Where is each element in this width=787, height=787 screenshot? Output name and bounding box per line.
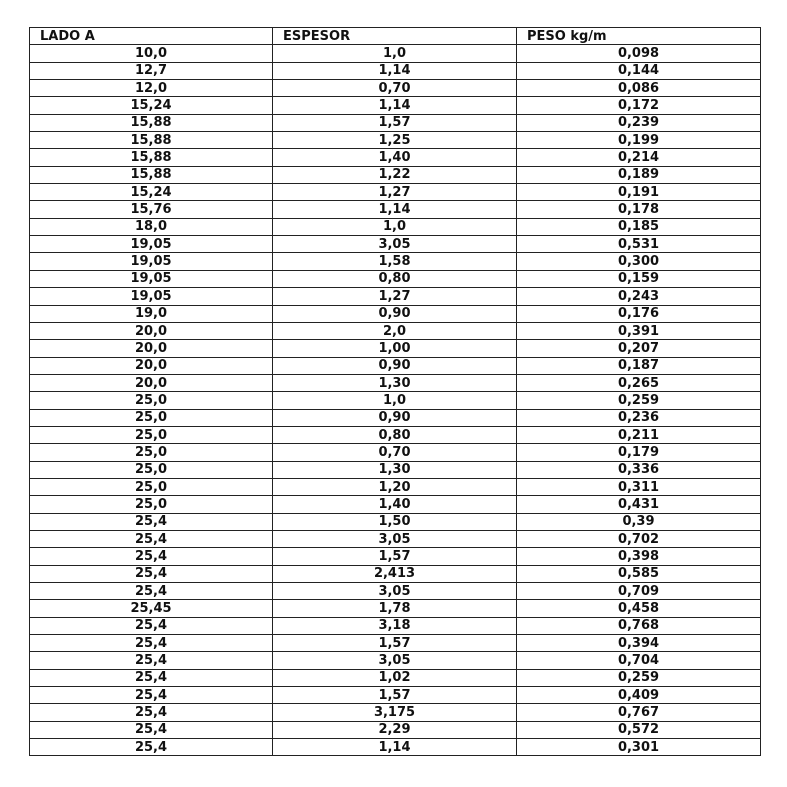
cell-peso: 0,207 <box>517 340 761 357</box>
cell-espesor: 3,05 <box>273 652 517 669</box>
cell-peso: 0,265 <box>517 374 761 391</box>
table-row <box>30 652 761 669</box>
cell-peso: 0,239 <box>517 114 761 131</box>
cell-lado-a: 25,0 <box>30 426 273 443</box>
cell-lado-a: 12,0 <box>30 80 273 97</box>
cell-lado-a: 25,0 <box>30 461 273 478</box>
cell-peso: 0,199 <box>517 132 761 149</box>
cell-peso: 0,086 <box>517 80 761 97</box>
cell-peso: 0,214 <box>517 149 761 166</box>
cell-peso: 0,259 <box>517 669 761 686</box>
cell-lado-a: 19,05 <box>30 253 273 270</box>
cell-espesor: 1,0 <box>273 218 517 235</box>
cell-lado-a: 25,4 <box>30 513 273 530</box>
cell-peso: 0,098 <box>517 45 761 62</box>
cell-peso: 0,572 <box>517 721 761 738</box>
cell-lado-a: 25,4 <box>30 652 273 669</box>
cell-peso: 0,187 <box>517 357 761 374</box>
cell-espesor: 1,40 <box>273 496 517 513</box>
table-row <box>30 583 761 600</box>
cell-espesor: 1,14 <box>273 62 517 79</box>
cell-lado-a: 25,4 <box>30 548 273 565</box>
cell-peso: 0,185 <box>517 218 761 235</box>
cell-lado-a: 20,0 <box>30 322 273 339</box>
cell-lado-a: 15,24 <box>30 184 273 201</box>
table-row <box>30 236 761 253</box>
header-peso: PESO kg/m <box>517 28 761 45</box>
table-row <box>30 80 761 97</box>
table-row <box>30 305 761 322</box>
cell-lado-a: 25,0 <box>30 409 273 426</box>
cell-lado-a: 25,0 <box>30 478 273 495</box>
cell-espesor: 1,25 <box>273 132 517 149</box>
cell-espesor: 0,70 <box>273 444 517 461</box>
table-row <box>30 687 761 704</box>
cell-lado-a: 25,4 <box>30 669 273 686</box>
cell-peso: 0,311 <box>517 478 761 495</box>
cell-lado-a: 25,0 <box>30 496 273 513</box>
cell-lado-a: 19,05 <box>30 270 273 287</box>
cell-espesor: 1,40 <box>273 149 517 166</box>
cell-espesor: 1,14 <box>273 739 517 756</box>
cell-espesor: 2,413 <box>273 565 517 582</box>
cell-lado-a: 25,0 <box>30 392 273 409</box>
table-row <box>30 114 761 131</box>
table-row <box>30 392 761 409</box>
table-row <box>30 322 761 339</box>
cell-lado-a: 19,0 <box>30 305 273 322</box>
cell-lado-a: 25,45 <box>30 600 273 617</box>
cell-espesor: 1,27 <box>273 288 517 305</box>
table-row <box>30 97 761 114</box>
cell-espesor: 2,0 <box>273 322 517 339</box>
table-row <box>30 478 761 495</box>
cell-peso: 0,300 <box>517 253 761 270</box>
cell-espesor: 0,90 <box>273 357 517 374</box>
cell-lado-a: 25,4 <box>30 687 273 704</box>
cell-lado-a: 25,4 <box>30 617 273 634</box>
cell-peso: 0,178 <box>517 201 761 218</box>
cell-lado-a: 15,24 <box>30 97 273 114</box>
cell-peso: 0,709 <box>517 583 761 600</box>
cell-peso: 0,531 <box>517 236 761 253</box>
cell-peso: 0,336 <box>517 461 761 478</box>
table-row <box>30 600 761 617</box>
cell-peso: 0,301 <box>517 739 761 756</box>
cell-espesor: 1,57 <box>273 548 517 565</box>
table-row <box>30 253 761 270</box>
cell-peso: 0,172 <box>517 97 761 114</box>
cell-peso: 0,159 <box>517 270 761 287</box>
cell-espesor: 0,80 <box>273 426 517 443</box>
cell-espesor: 1,20 <box>273 478 517 495</box>
cell-espesor: 1,57 <box>273 687 517 704</box>
table-row <box>30 426 761 443</box>
cell-peso: 0,176 <box>517 305 761 322</box>
cell-lado-a: 15,76 <box>30 201 273 218</box>
cell-peso: 0,704 <box>517 652 761 669</box>
table-row <box>30 461 761 478</box>
cell-lado-a: 15,88 <box>30 166 273 183</box>
cell-espesor: 1,78 <box>273 600 517 617</box>
cell-espesor: 1,57 <box>273 635 517 652</box>
cell-lado-a: 25,4 <box>30 739 273 756</box>
cell-lado-a: 25,4 <box>30 583 273 600</box>
cell-peso: 0,431 <box>517 496 761 513</box>
cell-peso: 0,144 <box>517 62 761 79</box>
cell-lado-a: 25,4 <box>30 565 273 582</box>
table-row <box>30 444 761 461</box>
table-row <box>30 548 761 565</box>
cell-espesor: 1,0 <box>273 392 517 409</box>
table-row <box>30 340 761 357</box>
table-header <box>30 28 761 45</box>
table-row <box>30 635 761 652</box>
table-row <box>30 530 761 547</box>
cell-peso: 0,702 <box>517 530 761 547</box>
cell-peso: 0,189 <box>517 166 761 183</box>
table-row <box>30 149 761 166</box>
table-row <box>30 374 761 391</box>
cell-peso: 0,259 <box>517 392 761 409</box>
cell-lado-a: 25,0 <box>30 444 273 461</box>
cell-espesor: 3,18 <box>273 617 517 634</box>
cell-lado-a: 18,0 <box>30 218 273 235</box>
table-row <box>30 739 761 756</box>
cell-peso: 0,236 <box>517 409 761 426</box>
cell-lado-a: 15,88 <box>30 114 273 131</box>
cell-peso: 0,398 <box>517 548 761 565</box>
cell-lado-a: 15,88 <box>30 132 273 149</box>
cell-peso: 0,585 <box>517 565 761 582</box>
table-row <box>30 166 761 183</box>
cell-lado-a: 25,4 <box>30 721 273 738</box>
table-row <box>30 721 761 738</box>
cell-lado-a: 20,0 <box>30 374 273 391</box>
cell-peso: 0,409 <box>517 687 761 704</box>
cell-lado-a: 25,4 <box>30 530 273 547</box>
cell-peso: 0,458 <box>517 600 761 617</box>
cell-lado-a: 25,4 <box>30 635 273 652</box>
table-row <box>30 270 761 287</box>
cell-peso: 0,391 <box>517 322 761 339</box>
table-row <box>30 45 761 62</box>
table-row <box>30 132 761 149</box>
cell-lado-a: 25,4 <box>30 704 273 721</box>
cell-peso: 0,211 <box>517 426 761 443</box>
header-row <box>30 28 761 45</box>
table-row <box>30 617 761 634</box>
table-row <box>30 496 761 513</box>
table-body <box>30 45 761 756</box>
cell-peso: 0,39 <box>517 513 761 530</box>
cell-espesor: 0,80 <box>273 270 517 287</box>
cell-espesor: 3,05 <box>273 236 517 253</box>
table-row <box>30 409 761 426</box>
cell-lado-a: 12,7 <box>30 62 273 79</box>
cell-espesor: 1,02 <box>273 669 517 686</box>
cell-lado-a: 19,05 <box>30 288 273 305</box>
table-row <box>30 288 761 305</box>
cell-espesor: 1,0 <box>273 45 517 62</box>
table-row <box>30 357 761 374</box>
table-row <box>30 565 761 582</box>
cell-espesor: 1,57 <box>273 114 517 131</box>
cell-peso: 0,767 <box>517 704 761 721</box>
table-row <box>30 704 761 721</box>
cell-peso: 0,768 <box>517 617 761 634</box>
cell-espesor: 0,90 <box>273 305 517 322</box>
cell-espesor: 1,00 <box>273 340 517 357</box>
cell-espesor: 1,30 <box>273 374 517 391</box>
cell-espesor: 1,14 <box>273 201 517 218</box>
cell-espesor: 1,30 <box>273 461 517 478</box>
table-row <box>30 669 761 686</box>
table-row <box>30 513 761 530</box>
cell-lado-a: 19,05 <box>30 236 273 253</box>
cell-lado-a: 10,0 <box>30 45 273 62</box>
cell-espesor: 1,58 <box>273 253 517 270</box>
table-row <box>30 218 761 235</box>
cell-espesor: 1,50 <box>273 513 517 530</box>
header-espesor: ESPESOR <box>273 28 517 45</box>
cell-peso: 0,179 <box>517 444 761 461</box>
cell-peso: 0,191 <box>517 184 761 201</box>
weights-table <box>29 27 761 756</box>
cell-espesor: 3,175 <box>273 704 517 721</box>
cell-espesor: 2,29 <box>273 721 517 738</box>
cell-espesor: 3,05 <box>273 530 517 547</box>
cell-espesor: 1,22 <box>273 166 517 183</box>
cell-lado-a: 15,88 <box>30 149 273 166</box>
cell-espesor: 3,05 <box>273 583 517 600</box>
cell-espesor: 0,70 <box>273 80 517 97</box>
header-lado-a: LADO A <box>30 28 273 45</box>
cell-peso: 0,394 <box>517 635 761 652</box>
table-row <box>30 62 761 79</box>
cell-lado-a: 20,0 <box>30 340 273 357</box>
cell-espesor: 0,90 <box>273 409 517 426</box>
cell-espesor: 1,14 <box>273 97 517 114</box>
table-row <box>30 201 761 218</box>
table-row <box>30 184 761 201</box>
cell-espesor: 1,27 <box>273 184 517 201</box>
cell-lado-a: 20,0 <box>30 357 273 374</box>
cell-peso: 0,243 <box>517 288 761 305</box>
